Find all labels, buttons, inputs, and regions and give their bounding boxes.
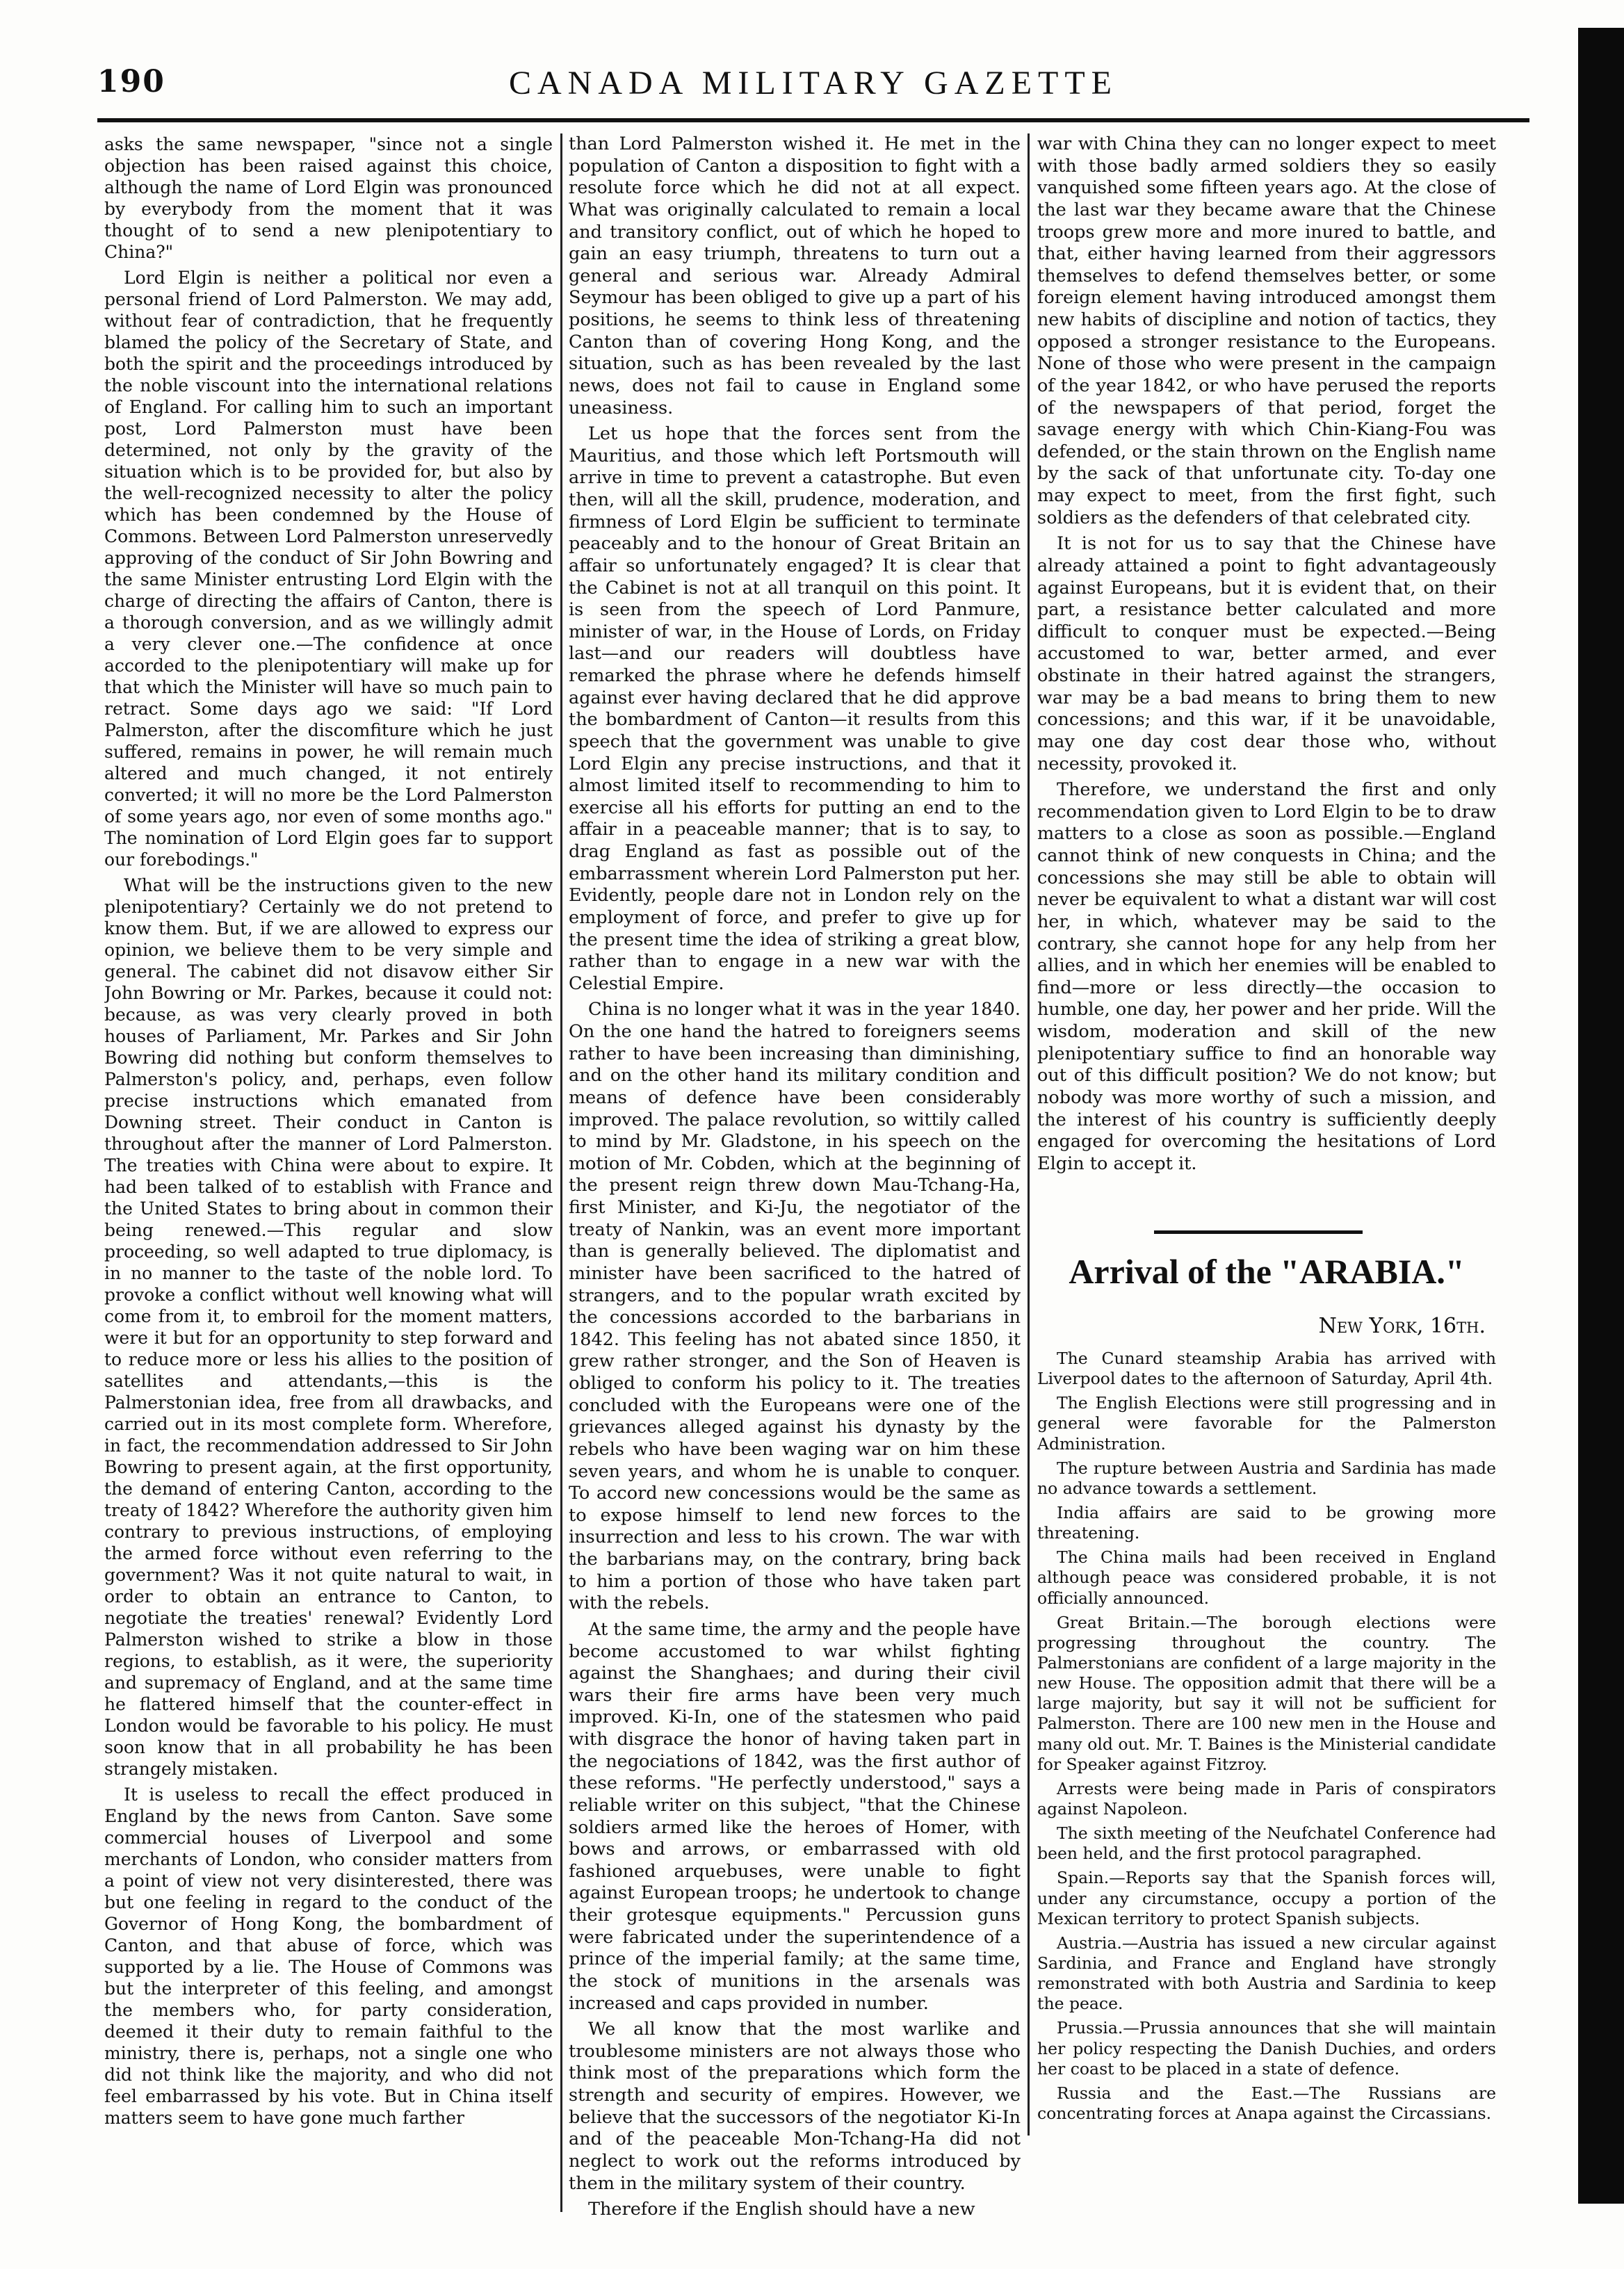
news-paragraph: The Cunard steamship Arabia has arrived with Liverpool dates to the afternoon of Saturday, April 4th. xyxy=(1037,1349,1496,1389)
news-paragraph: Spain.—Reports say that the Spanish forces will, under any circumstance, occupy a portion of the Mexican territory to protect Spanish subjects. xyxy=(1037,1868,1496,1928)
column-1 xyxy=(104,133,553,2163)
column-2-paragraph: China is no longer what it was in the year 1840. On the one hand the hatred to foreigners seems rather to have been increasing than diminishing, and on the other hand its military condition and means of defence have been considerably improved. The palace revolution, so wittily called to mind by Mr. Gladstone, in his speech on the motion of Mr. Cobden, which at the beginning of the present reign threw down Mau-Tchang-Ha, first Minister, and Ki-Ju, the negotiator of the treaty of Nankin, was an event more important than is generally believed. The diplomatist and minister have been sacrificed to the hatred of strangers, and to the popular wrath excited by the concessions accorded to the barbarians in 1842. This feeling has not abated since 1850, it grew rather stronger, and the Son of Heaven is obliged to conform his policy to it. The treaties concluded with the Europeans were one of the grievances alleged against his dynasty by the rebels who have been waging war on him these seven years, and whom he is unable to conquer. To accord new concessions would be the same as to expose himself to lend new forces to the insurrection and less to his crown. The war with the barbarians may, on the contrary, bring back to him a portion of those who have taken part with the rebels. xyxy=(569,999,1021,1614)
column-2-paragraph: Therefore if the English should have a new xyxy=(588,2199,975,2220)
column-2-paragraph: We all know that the most warlike and troublesome ministers are not always those who think most of the preparations which form the strength and security of empires. However, we believe that the successors of the negotiator Ki-In and of the peaceable Mon-Tchang-Ha did not neglect to work out the reforms introduced by them in the military system of their country. xyxy=(569,2019,1021,2194)
news-paragraph: Great Britain.—The borough elections were progressing throughout the country. The Palmerstonians are confident of a large majority in the new House. The opposition admit that there will be a large majority, but say it will not be sufficient for Palmerston. There are 100 new men in the House and many old out. Mr. T. Baines is the Ministerial candidate for Speaker against Fitzroy. xyxy=(1037,1612,1496,1774)
column-2 xyxy=(569,133,1021,2247)
page-header xyxy=(97,64,1529,113)
header-rule xyxy=(97,118,1529,122)
news-paragraph: The China mails had been received in England although peace was considered probable, it is not officially announced. xyxy=(1037,1547,1496,1608)
page-number: 190 xyxy=(97,64,165,99)
masthead-title: CANADA MILITARY GAZETTE xyxy=(509,65,1118,101)
news-paragraph: The English Elections were still progressing and in general were favorable for the Palmerston Administration. xyxy=(1037,1393,1496,1454)
column-2-paragraph: At the same time, the army and the people have become accustomed to war whilst fighting against the Shanghaes; and during their civil wars their fire arms have been very much improved. Ki-In, one of the statesmen who paid with disgrace the honor of having taken part in the negociations of 1842, was the first author of these reforms. "He perfectly understood," says a reliable writer on this subject, "that the Chinese soldiers armed like the heroes of Homer, with bows and arrows, or embarrassed with old fashioned arquebuses, were unable to fight against European troops; he undertook to change their grotesque equipments." Percussion guns were fabricated under the superintendence of a prince of the imperial family; at the same time, the stock of munitions in the arsenals was increased and caps provided in number. xyxy=(569,1618,1021,2014)
column-2-paragraph: than Lord Palmerston wished it. He met in the population of Canton a disposition to fight with a resolute force which he did not at all expect. What was originally calculated to remain a local and transitory conflict, out of which he hoped to gain an easy triumph, threatens to turn out a general and serious war. Already Admiral Seymour has been obliged to give up a part of his positions, he seems to think less of threatening Canton than of covering Hong Kong, and the situation, such as has been revealed by the last news, does not fail to cause in England some uneasiness. xyxy=(569,133,1021,418)
column-1-paragraph: It is useless to recall the effect produced in England by the news from Canton. Save some commercial houses of Liverpool and some merchants of London, who consider matters from a point of view not very disinterested, there was but one feeling in regard to the conduct of the Governor of Hong Kong, the bombardment of Canton, and that abuse of force, which was supported by a lie. The House of Commons was but the interpreter of this feeling, and amongst the members who, for party consideration, deemed it their duty to remain faithful to the ministry, there is, perhaps, not a single one who did not think like the majority, and who did not feel embarrassed by his vote. But in China itself matters seem to have gone much farther xyxy=(104,1784,553,2128)
news-paragraph: Austria.—Austria has issued a new circular against Sardinia, and France and England have strongly remonstrated with both Austria and Sardinia to keep the peace. xyxy=(1037,1933,1496,2014)
column-divider xyxy=(1028,133,1030,2136)
column-2-paragraph: Let us hope that the forces sent from the Mauritius, and those which left Portsmouth will arrive in time to prevent a catastrophe. But even then, will all the skill, prudence, moderation, and firmness of Lord Elgin be sufficient to terminate peaceably and to the honour of Great Britain an affair so unfortunately engaged? It is clear that the Cabinet is not at all tranquil on this point. It is seen from the speech of Lord Panmure, minister of war, in the House of Lords, on Friday last—and our readers will doubtless have remarked the phrase where he defends himself against ever having declared that he did approve the bombardment of Canton—it results from this speech that the government was unable to give Lord Elgin any precise instructions, and that it almost limited itself to recommending to him to exercise all his efforts for putting an end to the affair in a peaceable manner; that is to say, to drag England as fast as possible out of the embarrassment wherein Lord Palmerston put her. Evidently, people dare not in London rely on the employment of force, and prefer to give up for the present time the idea of striking a great blow, rather than to engage in a new war with the Celestial Empire. xyxy=(569,423,1021,994)
column-3-paragraph: Therefore, we understand the first and only recommendation given to Lord Elgin to be to draw matters to a close as soon as possible.—England cannot think of new conquests in China; and the concessions she may still be able to obtain will never be equivalent to what a distant war will cost her, in which, whatever may be said to the contrary, she cannot hope for any help from her allies, and in which her enemies will be enabled to find—more or less directly—the occasion to humble, one day, her power and her pride. Will the wisdom, moderation and skill of the new plenipotentiary suffice to find an honorable way out of this difficult position? We do not know; but nobody was more worthy of such a mission, and the interest of his country is sufficiently deeply engaged for overcoming the hesitations of Lord Elgin to accept it. xyxy=(1037,779,1496,1174)
news-dateline: New York, 16th. xyxy=(1318,1314,1486,1338)
scan-edge-bar xyxy=(1578,28,1624,2204)
news-paragraph: Arrests were being made in Paris of conspirators against Napoleon. xyxy=(1037,1778,1496,1819)
news-paragraph: The rupture between Austria and Sardinia has made no advance towards a settlement. xyxy=(1037,1458,1496,1498)
column-3-paragraph: war with China they can no longer expect to meet with those badly armed soldiers they so easily vanquished some fifteen years ago. At the close of the last war they became aware that the Chinese troops grew more and more inured to battle, and that, either having learned from their aggressors themselves to defend themselves better, or some foreign element having introduced amongst them new habits of discipline and notion of tactics, they opposed a stronger resistance to the Europeans. None of those who were present in the campaign of the year 1842, or who have perused the reports of the newspapers of that period, forget the savage energy with which Chin-Kiang-Fou was defended, or the stain thrown on the English name by the sack of that unfortunate city. To-day one may expect to meet, from the first fight, such soldiers as the defenders of that celebrated city. xyxy=(1037,133,1496,528)
news-section-heading: Arrival of the "ARABIA." xyxy=(1069,1252,1465,1291)
news-paragraph: The sixth meeting of the Neufchatel Conference had been held, and the first protocol paragraphed. xyxy=(1037,1823,1496,1864)
column-1-paragraph: asks the same newspaper, "since not a single objection has been raised against this choice, although the name of Lord Elgin was pronounced by everybody from the moment that it was thought of to send a new plenipotentiary to China?" xyxy=(104,134,553,262)
column-3-paragraph: It is not for us to say that the Chinese have already attained a point to fight advantageously against Europeans, but it is evident that, on their part, a resistance better calculated and more difficult to conquer must be expected.—Being accustomed to war, better armed, and ever obstinate in their hatred against the strangers, war may be a bad means to bring them to new concessions; and this war, if it be unavoidable, may one day cost dear those who, without necessity, provoked it. xyxy=(1037,533,1496,774)
column-1-paragraph: Lord Elgin is neither a political nor even a personal friend of Lord Palmerston. We may add, without fear of contradiction, that he frequently blamed the policy of the Secretary of State, and both the spirit and the proceedings introduced by the noble viscount into the international relations of England. For calling him to such an important post, Lord Palmerston must have been determined, not only by the gravity of the situation which is to be provided for, but also by the well-recognized necessity to alter the policy which has been condemned by the House of Commons. Between Lord Palmerston unreservedly approving of the conduct of Sir John Bowring and the same Minister entrusting Lord Elgin with the charge of directing the affairs of Canton, there is a thorough conversion, and as we willingly admit a very clever one.—The confidence at once accorded to the plenipotentiary will make up for that which the Minister will have so much pain to retract. Some days ago we said: "If Lord Palmerston, after the discomfiture which he just suffered, remains in power, he will remain much altered and much changed, it not entirely converted; it will no more be the Lord Palmerston of some years ago, nor even of some months ago." The nomination of Lord Elgin goes far to support our forebodings." xyxy=(104,268,553,870)
section-rule xyxy=(1154,1230,1363,1234)
news-paragraph: Prussia.—Prussia announces that she will maintain her policy respecting the Danish Duchies, and orders her coast to be placed in a state of defence. xyxy=(1037,2018,1496,2079)
news-paragraph: Russia and the East.—The Russians are concentrating forces at Anapa against the Circassians. xyxy=(1037,2083,1496,2123)
column-1-paragraph: What will be the instructions given to the new plenipotentiary? Certainly we do not pretend to know them. But, if we are allowed to express our opinion, we believe them to be very simple and general. The cabinet did not disavow either Sir John Bowring or Mr. Parkes, because it could not: because, as was very clearly proved in both houses of Parliament, Mr. Parkes and Sir John Bowring did nothing but conform themselves to Palmerston's policy, and, perhaps, even follow precise instructions which emanated from Downing street. Their conduct in Canton is throughout after the manner of Lord Palmerston. The treaties with China were about to expire. It had been talked of to establish with France and the United States to bring about in common their being renewed.—This regular and slow proceeding, so well adapted to true diplomacy, is in no manner to the taste of the noble lord. To provoke a conflict without well knowing what will come from it, to embroil for the moment matters, were it but for an opportunity to step forward and to reduce more or less his allies to the position of satellites and attendants,—this is the Palmerstonian idea, free from all drawbacks, and carried out in its most complete form. Wherefore, in fact, the recommendation addressed to Sir John Bowring to present again, at the first opportunity, the demand of entering Canton, according to the treaty of 1842? Wherefore the authority given him contrary to previous instructions, of employing the armed force without even referring to the government? Was it not quite natural to wait, in order to obtain an entrance to Canton, to negotiate the treaties' renewal? Evidently Lord Palmerston wished to strike a blow in those regions, to establish, as it were, the superiority and supremacy of England, and at the same time he flattered himself that the counter-effect in London would be favorable to his policy. He must soon know that in all probability he has been strangely mistaken. xyxy=(104,875,553,1779)
column-divider xyxy=(560,133,562,2212)
news-paragraph: India affairs are said to be growing more threatening. xyxy=(1037,1502,1496,1543)
news-section-body xyxy=(1037,1349,1496,2127)
column-3 xyxy=(1037,133,1496,1176)
